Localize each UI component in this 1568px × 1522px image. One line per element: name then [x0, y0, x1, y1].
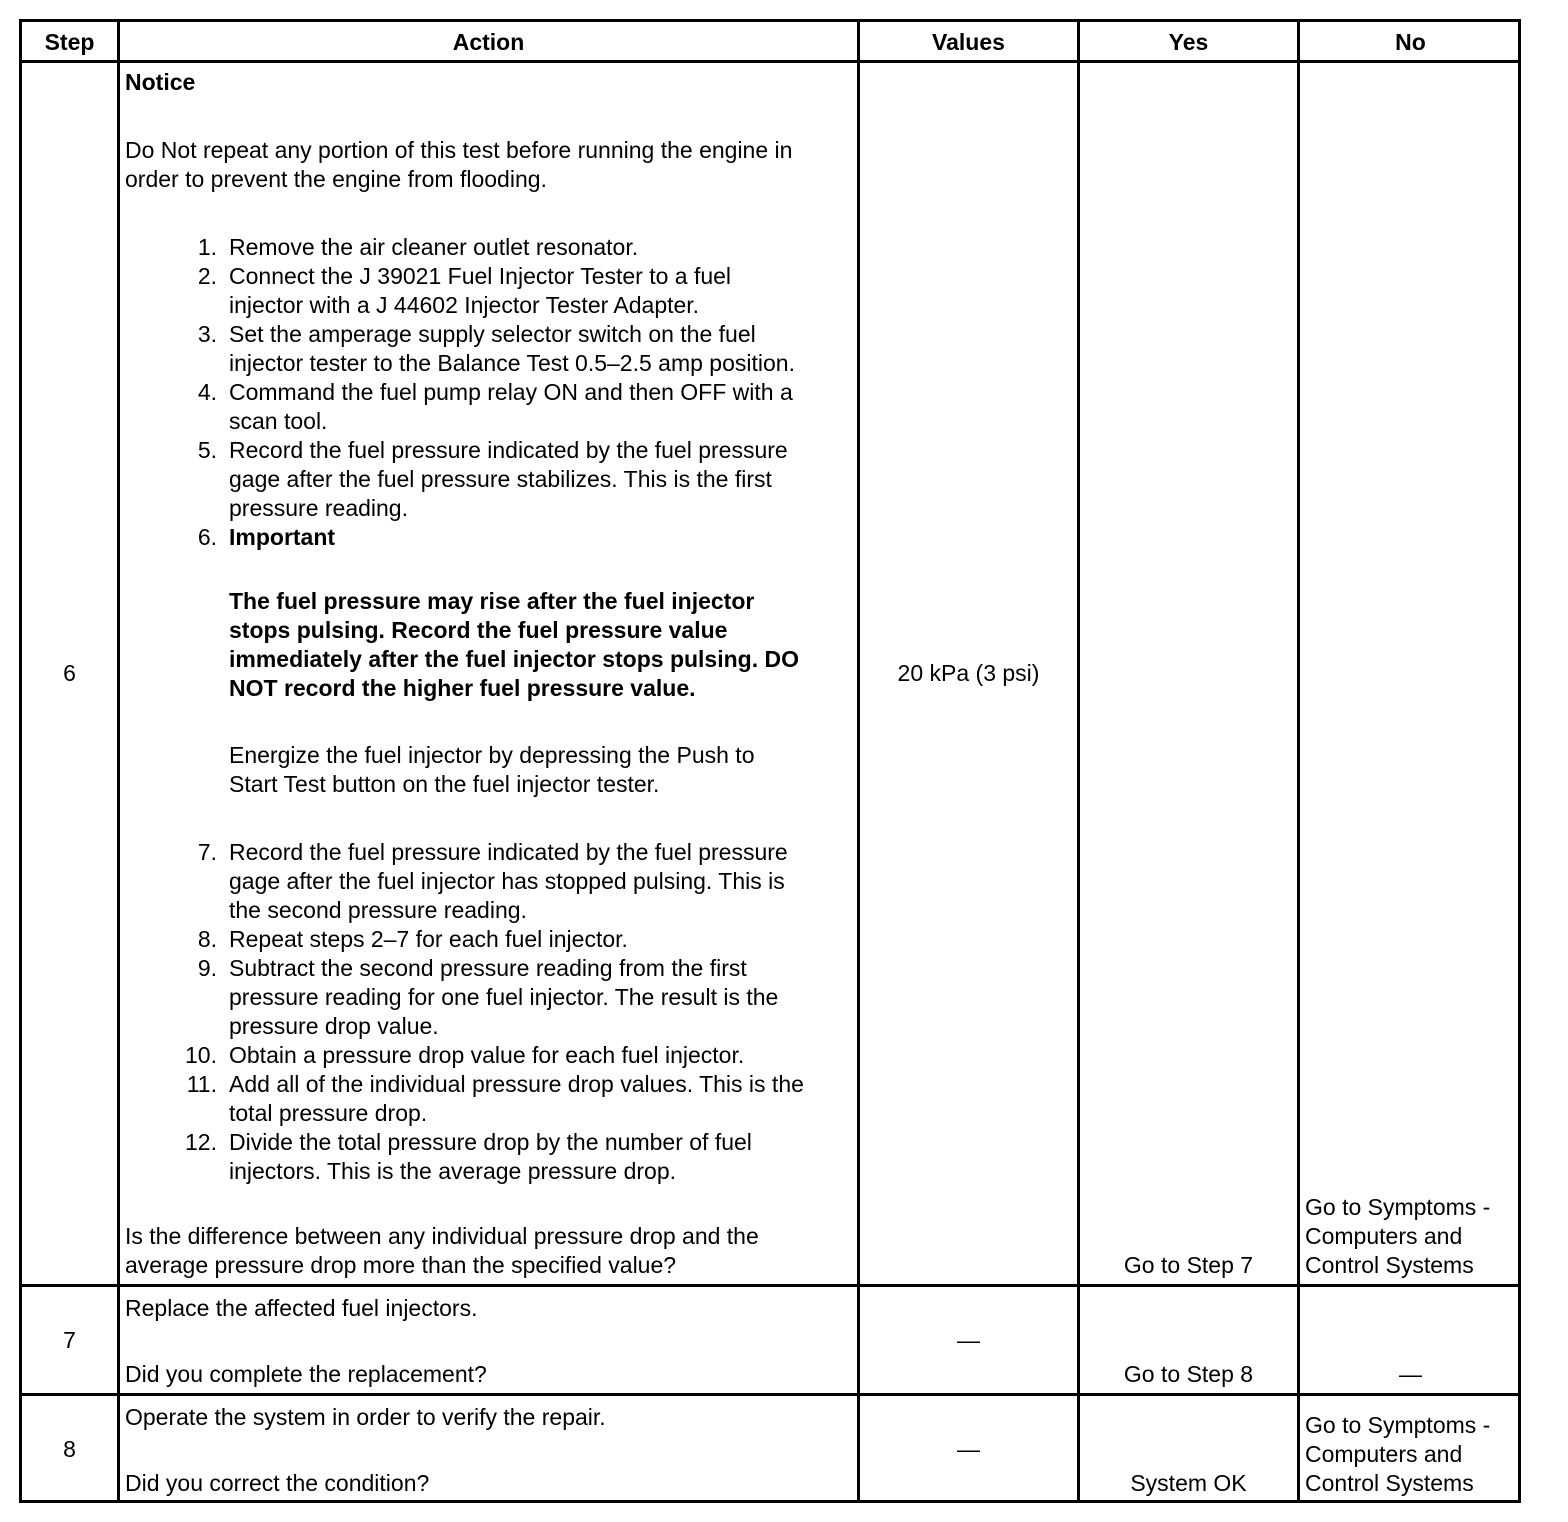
step-number: 8 — [63, 1436, 76, 1462]
list-number: 8. — [197, 926, 217, 952]
list-item-text: gage after the fuel pressure stabilizes. This is the first — [229, 466, 772, 492]
list-item-text: injectors. This is the average pressure drop. — [229, 1158, 677, 1184]
no-cell — [1305, 1193, 1519, 1280]
yes-cell: System OK — [1130, 1470, 1247, 1496]
no-text: Computers and — [1305, 1223, 1463, 1249]
question-text: Did you correct the condition? — [125, 1470, 430, 1496]
no-text: Go to Symptoms - — [1305, 1194, 1491, 1220]
value-cell: — — [957, 1326, 980, 1353]
header-yes: Yes — [1168, 28, 1209, 55]
list-item-text: Record the fuel pressure indicated by the fuel pressure — [229, 437, 788, 463]
question-text: average pressure drop more than the specified value? — [125, 1252, 677, 1278]
value-cell: 20 kPa (3 psi) — [897, 660, 1040, 686]
list-number: 9. — [197, 955, 217, 981]
list-item-text: pressure drop value. — [229, 1013, 439, 1039]
list-item-text: injector tester to the Balance Test 0.5–2.5 amp position. — [229, 350, 795, 376]
action-text: Operate the system in order to verify the repair. — [125, 1404, 606, 1430]
list-number: 7. — [197, 839, 217, 865]
action-cell — [125, 63, 855, 1284]
header-action: Action — [452, 28, 525, 55]
list-item-text: Set the amperage supply selector switch on the fuel — [229, 321, 756, 347]
question-text: Is the difference between any individual pressure drop and the — [125, 1223, 759, 1249]
list-item-text: Repeat steps 2–7 for each fuel injector. — [229, 926, 628, 952]
list-item-text: Command the fuel pump relay ON and then OFF with a — [229, 379, 793, 405]
energize-text: Start Test button on the fuel injector tester. — [229, 771, 660, 797]
list-item-text: pressure reading. — [229, 495, 408, 521]
energize-text: Energize the fuel injector by depressing the Push to — [229, 742, 755, 768]
header-no: No — [1395, 28, 1426, 55]
list-item-text: Remove the air cleaner outlet resonator. — [229, 234, 639, 260]
list-item-text: the second pressure reading. — [229, 897, 527, 923]
row-divider — [22, 1284, 1518, 1287]
list-item-text: scan tool. — [229, 408, 328, 434]
yes-cell: Go to Step 8 — [1123, 1361, 1254, 1387]
notice-text: order to prevent the engine from flooding. — [125, 166, 547, 192]
no-cell — [1305, 1411, 1519, 1498]
question-text: Did you complete the replacement? — [125, 1361, 487, 1387]
list-item-text: Divide the total pressure drop by the number of fuel — [229, 1129, 752, 1155]
list-number: 6. — [197, 524, 217, 550]
no-text: Control Systems — [1305, 1470, 1474, 1496]
header-values: Values — [932, 28, 1005, 55]
step-number: 6 — [63, 660, 76, 686]
important-text: The fuel pressure may rise after the fuel injector — [229, 588, 755, 614]
list-item-text: Obtain a pressure drop value for each fuel injector. — [229, 1042, 745, 1068]
important-text: immediately after the fuel injector stops pulsing. DO — [229, 646, 799, 672]
list-item-text: Important — [229, 524, 336, 550]
list-number: 12. — [185, 1129, 217, 1155]
header-step: Step — [44, 28, 95, 55]
no-cell: — — [1399, 1361, 1422, 1387]
list-item-text: injector with a J 44602 Injector Tester Adapter. — [229, 292, 700, 318]
list-item-text: Subtract the second pressure reading from the first — [229, 955, 747, 981]
notice-title: Notice — [125, 69, 196, 95]
list-item-text: pressure reading for one fuel injector. The result is the — [229, 984, 779, 1010]
list-number: 3. — [197, 321, 217, 347]
col-divider — [1297, 22, 1300, 1500]
value-cell: — — [957, 1436, 980, 1462]
notice-text: Do Not repeat any portion of this test before running the engine in — [125, 137, 793, 163]
list-number: 11. — [186, 1071, 217, 1097]
important-text: stops pulsing. Record the fuel pressure value — [229, 617, 728, 643]
no-text: Go to Symptoms - — [1305, 1412, 1491, 1438]
list-number: 2. — [197, 263, 217, 289]
list-item-text: Add all of the individual pressure drop values. This is the — [229, 1071, 804, 1097]
row-divider — [22, 1393, 1518, 1396]
yes-cell: Go to Step 7 — [1123, 1252, 1254, 1278]
no-text: Computers and — [1305, 1441, 1463, 1467]
list-number: 10. — [185, 1042, 217, 1068]
list-item-text: Record the fuel pressure indicated by the fuel pressure — [229, 839, 788, 865]
list-item-text: gage after the fuel injector has stopped pulsing. This is — [229, 868, 785, 894]
col-divider — [117, 22, 120, 1500]
list-number: 1. — [197, 234, 217, 260]
list-item-text: Connect the J 39021 Fuel Injector Tester to a fuel — [229, 263, 732, 289]
list-item-text: total pressure drop. — [229, 1100, 428, 1126]
list-number: 5. — [197, 437, 217, 463]
diagnostic-table — [19, 19, 1521, 1503]
action-text: Replace the affected fuel injectors. — [125, 1295, 478, 1321]
no-text: Control Systems — [1305, 1252, 1474, 1278]
list-number: 4. — [197, 379, 217, 405]
step-number: 7 — [63, 1326, 76, 1353]
important-text: NOT record the higher fuel pressure value. — [229, 675, 696, 701]
